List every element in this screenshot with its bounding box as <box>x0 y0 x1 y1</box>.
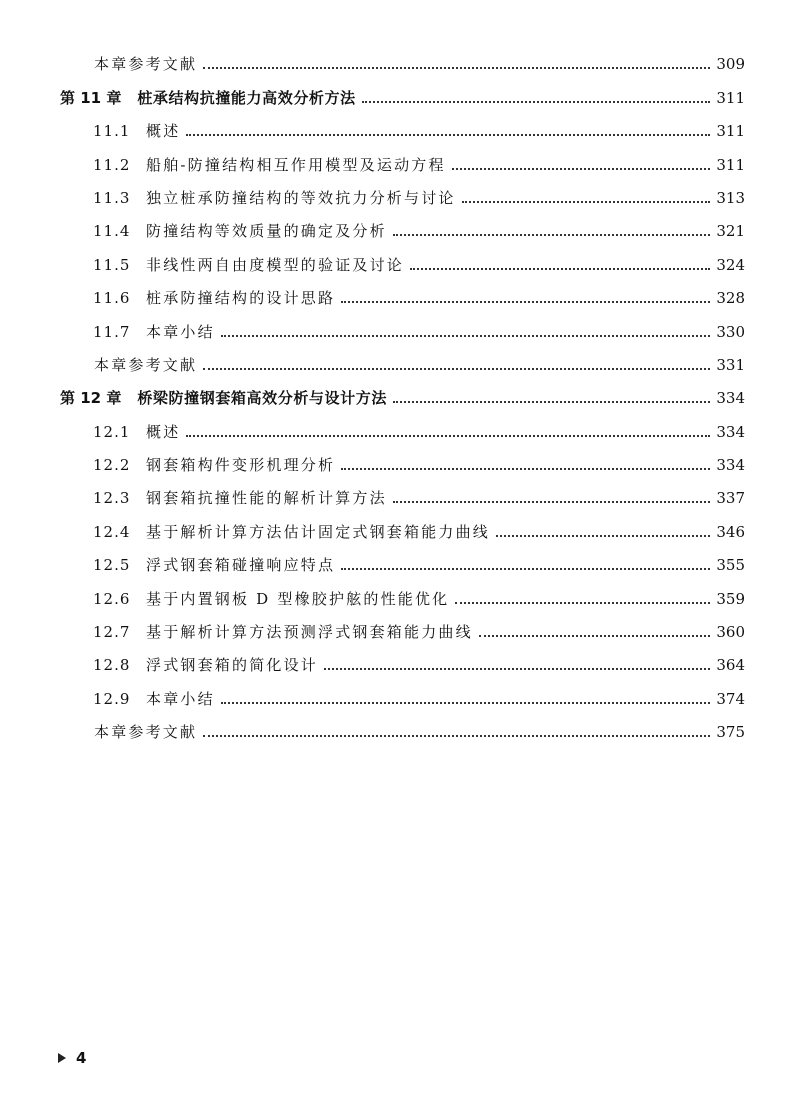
toc-page-number: 364 <box>716 656 745 675</box>
toc-title: 基于解析计算方法估计固定式钢套箱能力曲线 <box>146 522 491 541</box>
toc-entry-section[interactable] <box>60 441 745 474</box>
toc-page-number: 334 <box>716 422 745 441</box>
toc-title: 钢套箱抗撞性能的解析计算方法 <box>146 489 387 508</box>
toc-title: 本章参考文献 <box>94 723 198 742</box>
section-number: 11.3 <box>93 188 131 207</box>
dot-leader <box>221 702 711 704</box>
section-number: 12.1 <box>93 422 131 441</box>
toc-page-number: 309 <box>716 55 745 74</box>
toc-title: 桩承防撞结构的设计思路 <box>146 289 336 308</box>
toc-title: 桩承结构抗撞能力高效分析方法 <box>137 88 356 107</box>
dot-leader <box>221 335 711 337</box>
section-number: 12.2 <box>93 456 131 475</box>
toc-page-number: 321 <box>716 222 745 241</box>
dot-leader <box>341 468 710 470</box>
toc-page-number: 311 <box>716 122 745 141</box>
section-number: 12.8 <box>93 656 131 675</box>
toc-title: 概述 <box>146 122 181 141</box>
dot-leader <box>479 635 711 637</box>
toc-entry-section[interactable] <box>60 207 745 240</box>
dot-leader <box>410 268 710 270</box>
toc-entry-section[interactable] <box>60 674 745 707</box>
toc-title: 防撞结构等效质量的确定及分析 <box>146 222 387 241</box>
section-number: 11.7 <box>93 322 131 341</box>
toc-entry-section[interactable] <box>60 307 745 340</box>
toc-page-number: 311 <box>716 88 745 107</box>
toc-page-number: 330 <box>716 322 745 341</box>
dot-leader <box>203 735 710 737</box>
toc-page-number: 374 <box>716 689 745 708</box>
toc-page-number: 346 <box>716 522 745 541</box>
toc-title: 浮式钢套箱的简化设计 <box>146 656 319 675</box>
table-of-contents <box>60 40 745 741</box>
section-number: 12.6 <box>93 589 131 608</box>
dot-leader <box>462 201 711 203</box>
toc-page-number: 355 <box>716 556 745 575</box>
dot-leader <box>362 101 711 103</box>
page-footer <box>58 1049 86 1067</box>
toc-entry-section[interactable] <box>60 240 745 273</box>
toc-entry-section[interactable] <box>60 407 745 440</box>
toc-page-number: 337 <box>716 489 745 508</box>
toc-entry-section[interactable] <box>60 641 745 674</box>
section-number: 11.4 <box>93 222 131 241</box>
toc-page-number: 328 <box>716 289 745 308</box>
dot-leader <box>496 535 710 537</box>
dot-leader <box>341 301 710 303</box>
toc-entry-section[interactable] <box>60 474 745 507</box>
dot-leader <box>455 602 710 604</box>
toc-entry-ref[interactable] <box>60 40 745 73</box>
toc-title: 独立桩承防撞结构的等效抗力分析与讨论 <box>146 188 456 207</box>
toc-title: 钢套箱构件变形机理分析 <box>146 456 336 475</box>
toc-title: 浮式钢套箱碰撞响应特点 <box>146 556 336 575</box>
toc-page-number: 313 <box>716 188 745 207</box>
toc-page-number: 324 <box>716 255 745 274</box>
toc-title: 船舶-防撞结构相互作用模型及运动方程 <box>146 155 446 174</box>
toc-page-number: 359 <box>716 589 745 608</box>
section-number: 12.7 <box>93 623 131 642</box>
toc-title: 基于解析计算方法预测浮式钢套箱能力曲线 <box>146 623 473 642</box>
toc-entry-section[interactable] <box>60 274 745 307</box>
toc-title: 本章小结 <box>146 689 215 708</box>
section-number: 12.9 <box>93 689 131 708</box>
toc-page-number: 360 <box>716 623 745 642</box>
toc-page-number: 331 <box>716 355 745 374</box>
toc-entry-section[interactable] <box>60 507 745 540</box>
dot-leader <box>341 568 710 570</box>
toc-title: 概述 <box>146 422 181 441</box>
toc-page-number: 311 <box>716 155 745 174</box>
toc-entry-ref[interactable] <box>60 341 745 374</box>
toc-entry-section[interactable] <box>60 574 745 607</box>
toc-page-number: 334 <box>716 389 745 408</box>
toc-title: 本章参考文献 <box>94 55 198 74</box>
triangle-right-icon <box>58 1053 66 1063</box>
section-number: 12.5 <box>93 556 131 575</box>
dot-leader <box>203 67 710 69</box>
dot-leader <box>393 501 711 503</box>
section-number: 11.5 <box>93 255 131 274</box>
chapter-number: 第 12 章 <box>60 389 122 408</box>
section-number: 11.1 <box>93 122 131 141</box>
toc-entry-ref[interactable] <box>60 708 745 741</box>
toc-title: 非线性两自由度模型的验证及讨论 <box>146 255 405 274</box>
footer-page-number: 4 <box>76 1049 87 1067</box>
dot-leader <box>324 668 710 670</box>
toc-entry-section[interactable] <box>60 107 745 140</box>
toc-page-number: 334 <box>716 456 745 475</box>
toc-title: 基于内置钢板 D 型橡胶护舷的性能优化 <box>146 589 450 608</box>
dot-leader <box>393 234 711 236</box>
toc-entry-chapter[interactable] <box>60 374 745 407</box>
dot-leader <box>393 401 710 403</box>
chapter-number: 第 11 章 <box>60 88 122 107</box>
toc-entry-section[interactable] <box>60 608 745 641</box>
section-number: 11.6 <box>93 289 131 308</box>
toc-page-number: 375 <box>716 723 745 742</box>
dot-leader <box>452 168 711 170</box>
toc-title: 桥梁防撞钢套箱高效分析与设计方法 <box>137 389 387 408</box>
toc-entry-section[interactable] <box>60 174 745 207</box>
section-number: 12.4 <box>93 522 131 541</box>
toc-entry-section[interactable] <box>60 541 745 574</box>
toc-title: 本章参考文献 <box>94 355 198 374</box>
toc-entry-section[interactable] <box>60 140 745 173</box>
toc-entry-chapter[interactable] <box>60 73 745 106</box>
toc-title: 本章小结 <box>146 322 215 341</box>
section-number: 11.2 <box>93 155 131 174</box>
dot-leader <box>186 134 710 136</box>
dot-leader <box>186 435 710 437</box>
dot-leader <box>203 368 710 370</box>
section-number: 12.3 <box>93 489 131 508</box>
